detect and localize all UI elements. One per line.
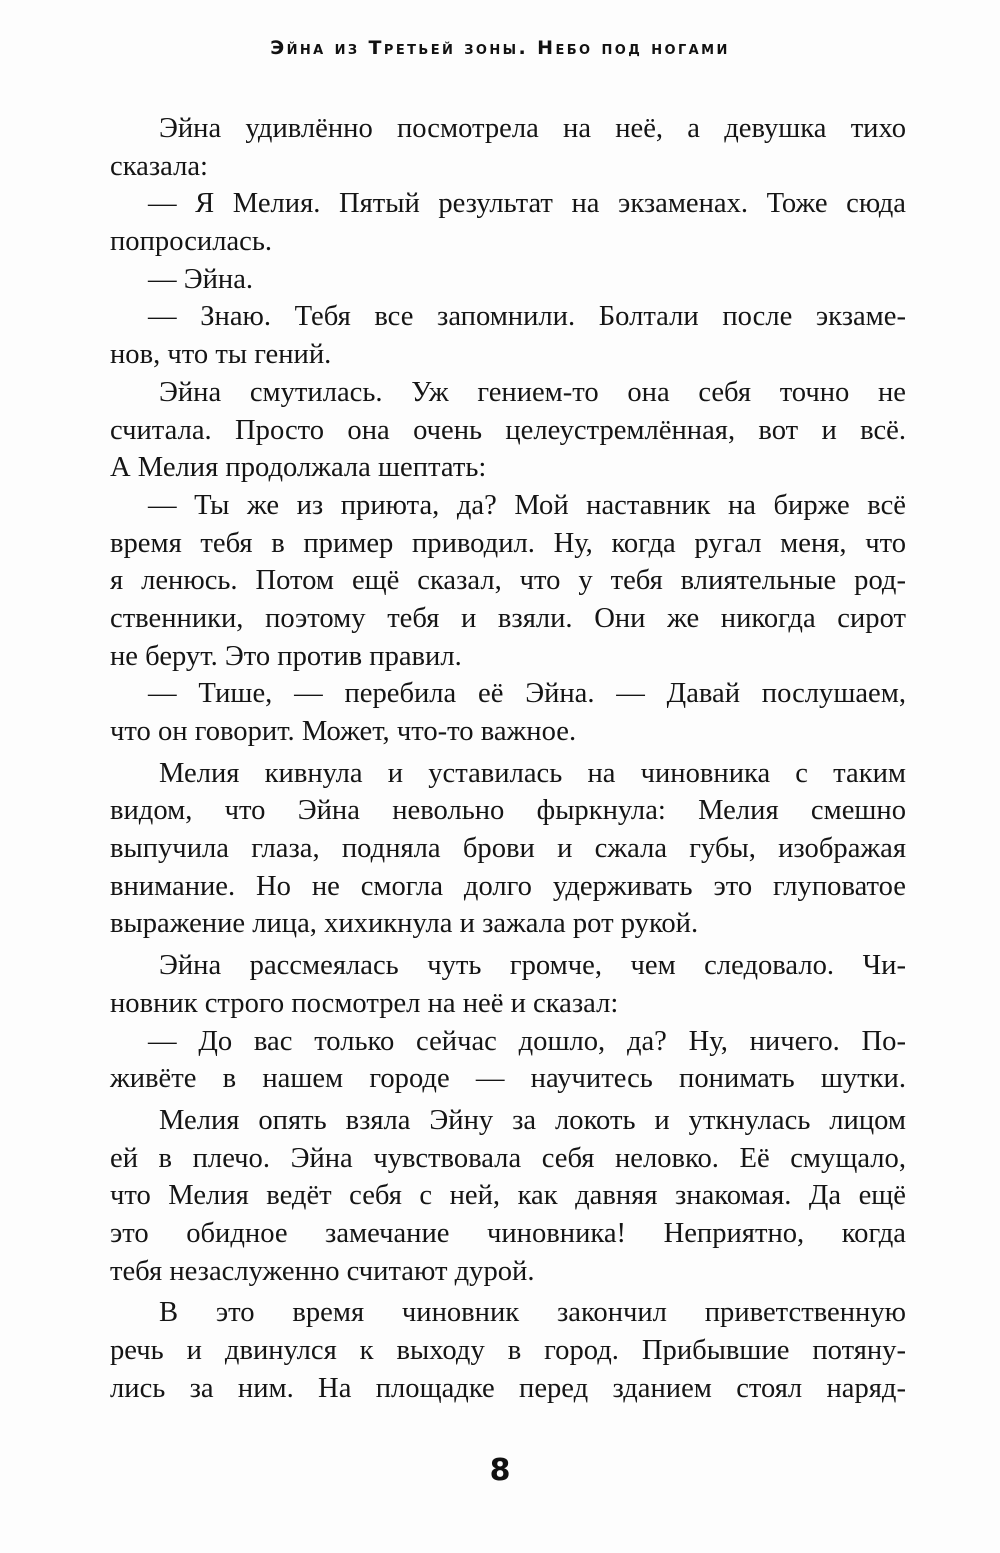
text-line: не берут. Это против правил.	[110, 640, 462, 672]
text-line: Мелия кивнула и уставилась на чиновника с таким	[159, 757, 906, 789]
running-header	[0, 37, 1000, 59]
text-line: тебя незаслуженно считают дурой.	[110, 1255, 535, 1287]
book-subtitle: Небо под ногами	[537, 37, 730, 59]
text-line: выражение лица, хихикнула и зажала рот рукой.	[110, 908, 699, 940]
text-line: А Мелия продолжала шептать:	[110, 452, 487, 484]
text-line: — Ты же из приюта, да? Мой наставник на бирже всё	[148, 489, 906, 521]
text-line: что Мелия ведёт себя с ней, как давняя знакомая. Да ещё	[110, 1180, 906, 1212]
text-line: считала. Просто она очень целеустремлённая, вот и всё.	[110, 414, 906, 446]
text-line: Эйна рассмеялась чуть громче, чем следовало. Чи-	[159, 950, 906, 982]
text-line: лись за ним. На площадке перед зданием стоял наряд-	[110, 1372, 906, 1404]
text-line: видом, что Эйна невольно фыркнула: Мелия смешно	[110, 795, 906, 827]
text-line: выпучила глаза, подняла брови и сжала губы, изображая	[110, 833, 906, 865]
text-line: внимание. Но не смогла долго удерживать это глуповатое	[110, 870, 906, 902]
body-text	[110, 110, 906, 1407]
text-line: В это время чиновник закончил приветственную	[159, 1297, 906, 1329]
book-title: Эйна из Третьей зоны.	[270, 37, 529, 59]
text-line: — Я Мелия. Пятый результат на экзаменах. Тоже сюда	[148, 188, 906, 220]
text-line: — Знаю. Тебя все запомнили. Болтали после экзаме-	[148, 301, 906, 333]
text-line: Мелия опять взяла Эйну за локоть и уткнулась лицом	[159, 1104, 906, 1136]
text-line: — До вас только сейчас дошло, да? Ну, ничего. По-	[148, 1025, 906, 1057]
text-line: речь и двинулся к выходу в город. Прибывшие потяну-	[110, 1335, 906, 1366]
text-line: время тебя в пример приводил. Ну, когда ругал меня, что	[110, 527, 906, 559]
text-line: ей в плечо. Эйна чувствовала себя неловко. Её смущало,	[110, 1142, 906, 1174]
text-line: нов, что ты гений.	[110, 339, 332, 371]
text-line: — Тише, — перебила её Эйна. — Давай послушаем,	[148, 678, 906, 710]
text-line: что он говорит. Может, что-то важное.	[110, 716, 577, 747]
text-line: сказала:	[110, 150, 208, 182]
text-line: новник строго посмотрел на неё и сказал:	[110, 987, 619, 1019]
text-line: Эйна смутилась. Уж гением-то она себя точно не	[159, 376, 906, 408]
page-number: 8	[489, 1453, 511, 1488]
text-line: я ленюсь. Потом ещё сказал, что у тебя влиятельные род-	[110, 565, 906, 597]
text-line: Эйна удивлённо посмотрела на неё, а девушка тихо	[159, 113, 906, 144]
text-line: это обидное замечание чиновника! Неприятно, когда	[110, 1217, 906, 1249]
text-line: живёте в нашем городе — научитесь понимать шутки.	[110, 1063, 906, 1095]
text-line: — Эйна.	[148, 263, 254, 295]
text-line: попросилась.	[110, 226, 273, 258]
text-line: ственники, поэтому тебя и взяли. Они же никогда сирот	[110, 602, 906, 634]
